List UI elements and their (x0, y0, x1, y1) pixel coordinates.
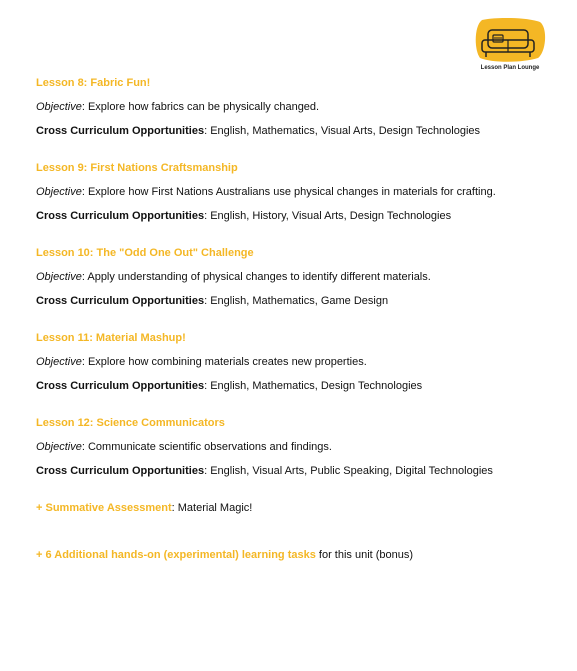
lesson-block (36, 417, 556, 478)
summative-assessment-label: + Summative Assessment (36, 502, 172, 514)
lesson-list (36, 77, 556, 562)
cross-curriculum-label: Cross Curriculum Opportunities (36, 210, 205, 222)
cross-curriculum-text: : English, Mathematics, Game Design (204, 295, 389, 307)
objective-line (36, 356, 556, 369)
lesson-block (36, 162, 556, 223)
objective-label: Objective (36, 271, 82, 283)
logo-text: Lesson Plan Lounge (480, 65, 540, 71)
lesson-title: Lesson 9: First Nations Craftsmanship (36, 162, 238, 174)
lesson-title: Lesson 8: Fabric Fun! (36, 77, 151, 89)
summative-assessment-line (36, 502, 556, 515)
lesson-block (36, 77, 556, 138)
cross-curriculum-line (36, 295, 556, 308)
cross-curriculum-label: Cross Curriculum Opportunities (36, 465, 205, 477)
cross-curriculum-line (36, 125, 556, 138)
objective-text: : Explore how fabrics can be physically changed. (81, 101, 320, 113)
additional-tasks-line (36, 549, 556, 562)
objective-label: Objective (36, 101, 82, 113)
objective-label: Objective (36, 356, 82, 368)
cross-curriculum-text: : English, Mathematics, Visual Arts, Design Technologies (204, 125, 481, 137)
cross-curriculum-text: : English, History, Visual Arts, Design Technologies (204, 210, 452, 222)
lesson-block (36, 332, 556, 393)
objective-label: Objective (36, 186, 82, 198)
objective-line (36, 101, 556, 114)
additional-tasks-text: for this unit (bonus) (315, 549, 414, 561)
cross-curriculum-label: Cross Curriculum Opportunities (36, 380, 205, 392)
objective-line (36, 271, 556, 284)
summative-assessment-text: : Material Magic! (171, 502, 253, 514)
couch-icon (474, 18, 546, 64)
lesson-plan-lounge-logo (472, 18, 548, 74)
cross-curriculum-text: : English, Mathematics, Design Technologies (204, 380, 423, 392)
cross-curriculum-line (36, 380, 556, 393)
lesson-block (36, 247, 556, 308)
objective-text: : Communicate scientific observations and findings. (81, 441, 332, 453)
objective-line (36, 186, 556, 199)
cross-curriculum-label: Cross Curriculum Opportunities (36, 125, 205, 137)
cross-curriculum-label: Cross Curriculum Opportunities (36, 295, 205, 307)
cross-curriculum-line (36, 465, 556, 478)
objective-text: : Explore how combining materials creates new properties. (81, 356, 367, 368)
additional-tasks-label: + 6 Additional hands-on (experimental) learning tasks (36, 549, 316, 561)
objective-text: : Apply understanding of physical changes to identify different materials. (81, 271, 431, 283)
objective-label: Objective (36, 441, 82, 453)
lesson-title: Lesson 11: Material Mashup! (36, 332, 186, 344)
lesson-title: Lesson 12: Science Communicators (36, 417, 225, 429)
cross-curriculum-line (36, 210, 556, 223)
cross-curriculum-text: : English, Visual Arts, Public Speaking, Digital Technologies (204, 465, 493, 477)
objective-line (36, 441, 556, 454)
objective-text: : Explore how First Nations Australians use physical changes in materials for crafting. (81, 186, 496, 198)
lesson-title: Lesson 10: The "Odd One Out" Challenge (36, 247, 254, 259)
